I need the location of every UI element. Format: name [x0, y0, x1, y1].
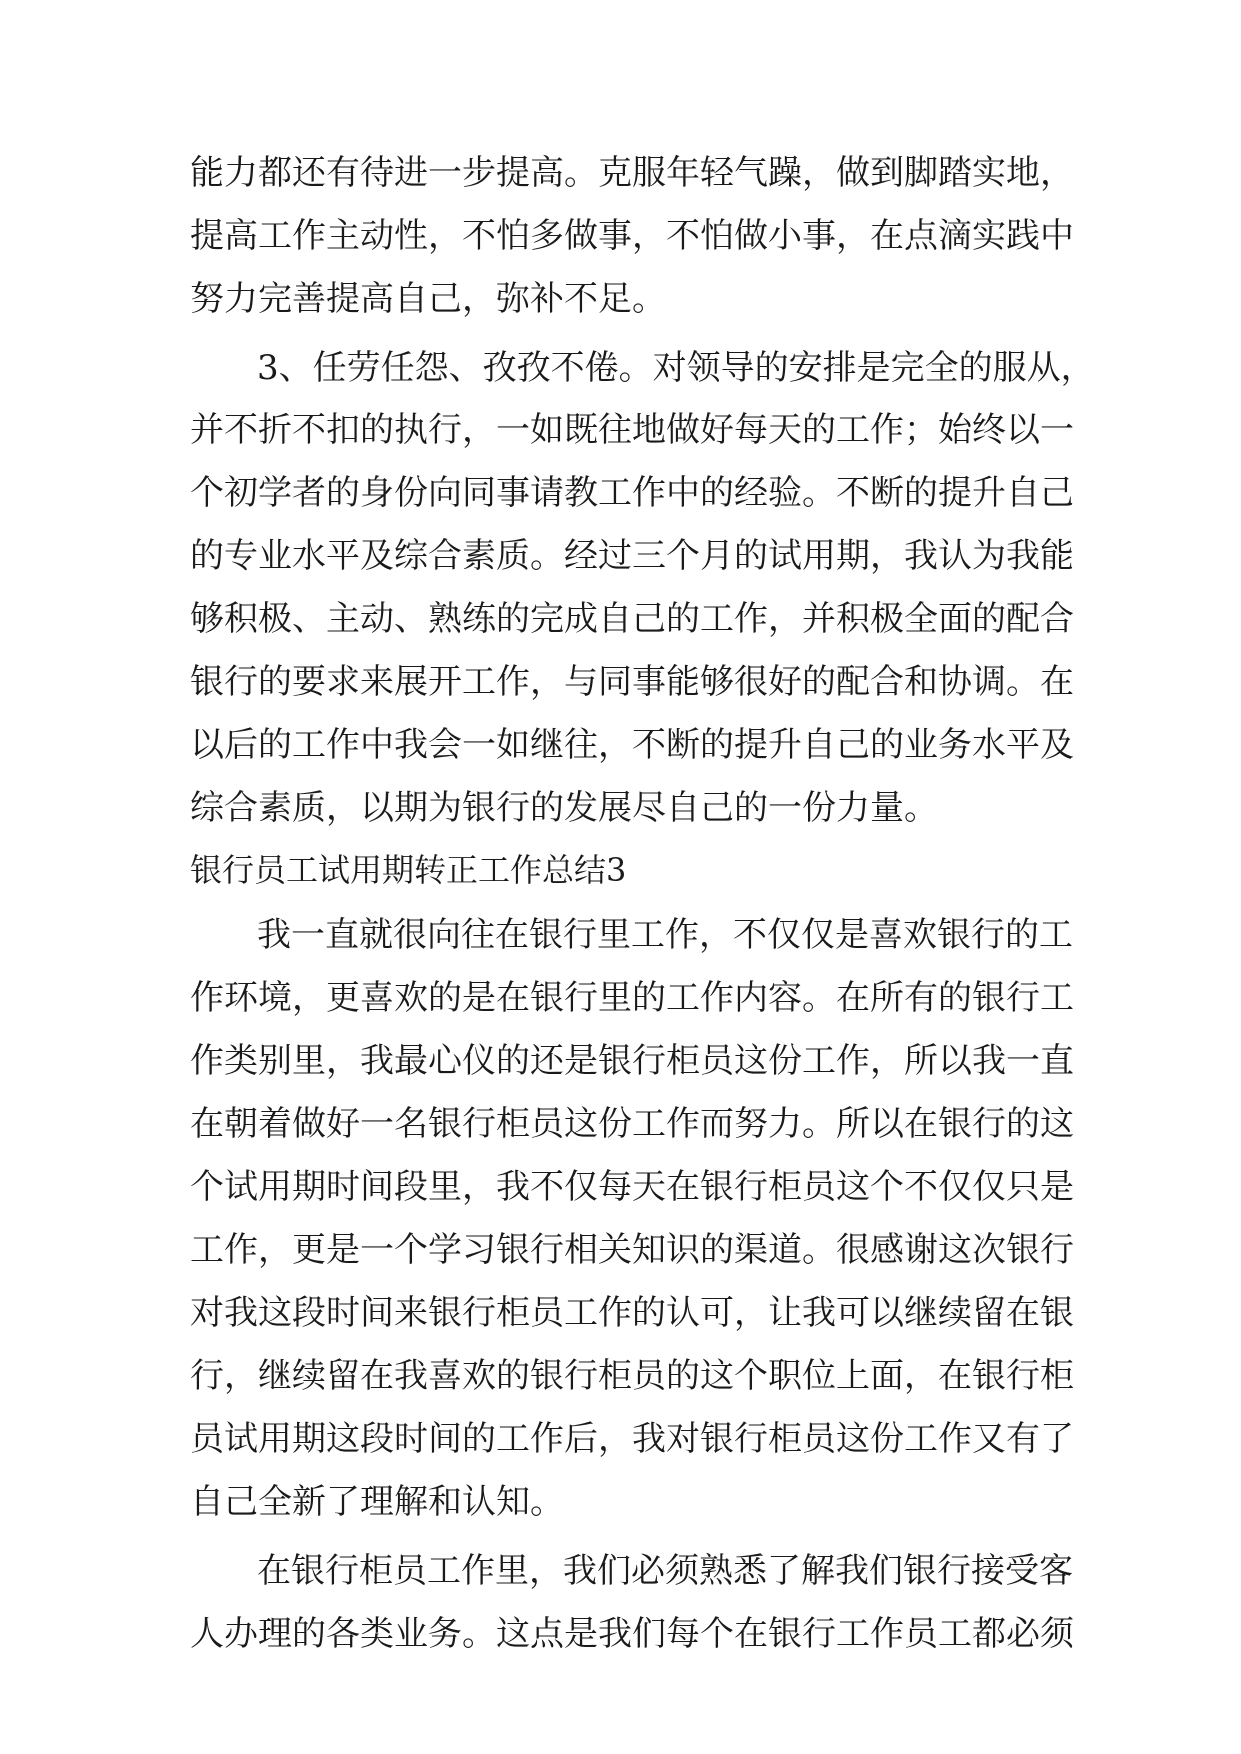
paragraph-2-line-4: 的专业水平及综合素质。经过三个月的试用期，我认为我能	[190, 536, 1074, 576]
paragraph-3-line-3: 作类别里，我最心仪的还是银行柜员这份工作，所以我一直	[190, 1041, 1074, 1081]
paragraph-1-line-3: 努力完善提高自己，弥补不足。	[190, 279, 666, 319]
paragraph-2-line-2: 并不折不扣的执行，一如既往地做好每天的工作；始终以一	[190, 410, 1074, 450]
paragraph-3-line-6: 工作，更是一个学习银行相关知识的渠道。很感谢这次银行	[190, 1230, 1074, 1270]
paragraph-2-line-1: 3、任劳任怨、孜孜不倦。对领导的安排是完全的服从，	[257, 348, 1095, 388]
paragraph-4-line-2: 人办理的各类业务。这点是我们每个在银行工作员工都必须	[190, 1614, 1074, 1654]
paragraph-3-line-2: 作环境，更喜欢的是在银行里的工作内容。在所有的银行工	[190, 978, 1074, 1018]
paragraph-3-line-8: 行，继续留在我喜欢的银行柜员的这个职位上面，在银行柜	[190, 1356, 1074, 1396]
paragraph-1-line-1: 能力都还有待进一步提高。克服年轻气躁，做到脚踏实地，	[190, 153, 1074, 193]
paragraph-3-line-7: 对我这段时间来银行柜员工作的认可，让我可以继续留在银	[190, 1293, 1074, 1333]
paragraph-4-line-1: 在银行柜员工作里，我们必须熟悉了解我们银行接受客	[257, 1551, 1073, 1591]
paragraph-3-line-1: 我一直就很向往在银行里工作，不仅仅是喜欢银行的工	[257, 915, 1073, 955]
paragraph-2-line-6: 银行的要求来展开工作，与同事能够很好的配合和协调。在	[190, 662, 1074, 702]
paragraph-2-line-7: 以后的工作中我会一如继往，不断的提升自己的业务水平及	[190, 725, 1074, 765]
paragraph-1-line-2: 提高工作主动性，不怕多做事，不怕做小事，在点滴实践中	[190, 216, 1074, 256]
paragraph-2-line-8: 综合素质，以期为银行的发展尽自己的一份力量。	[190, 788, 938, 828]
paragraph-2-line-3: 个初学者的身份向同事请教工作中的经验。不断的提升自己	[190, 473, 1074, 513]
section-heading: 银行员工试用期转正工作总结3	[190, 851, 627, 889]
paragraph-3-line-4: 在朝着做好一名银行柜员这份工作而努力。所以在银行的这	[190, 1104, 1074, 1144]
paragraph-3-line-9: 员试用期这段时间的工作后，我对银行柜员这份工作又有了	[190, 1419, 1074, 1459]
paragraph-2-line-5: 够积极、主动、熟练的完成自己的工作，并积极全面的配合	[190, 599, 1074, 639]
paragraph-3-line-5: 个试用期时间段里，我不仅每天在银行柜员这个不仅仅只是	[190, 1167, 1074, 1207]
paragraph-3-line-10: 自己全新了理解和认知。	[190, 1482, 564, 1522]
